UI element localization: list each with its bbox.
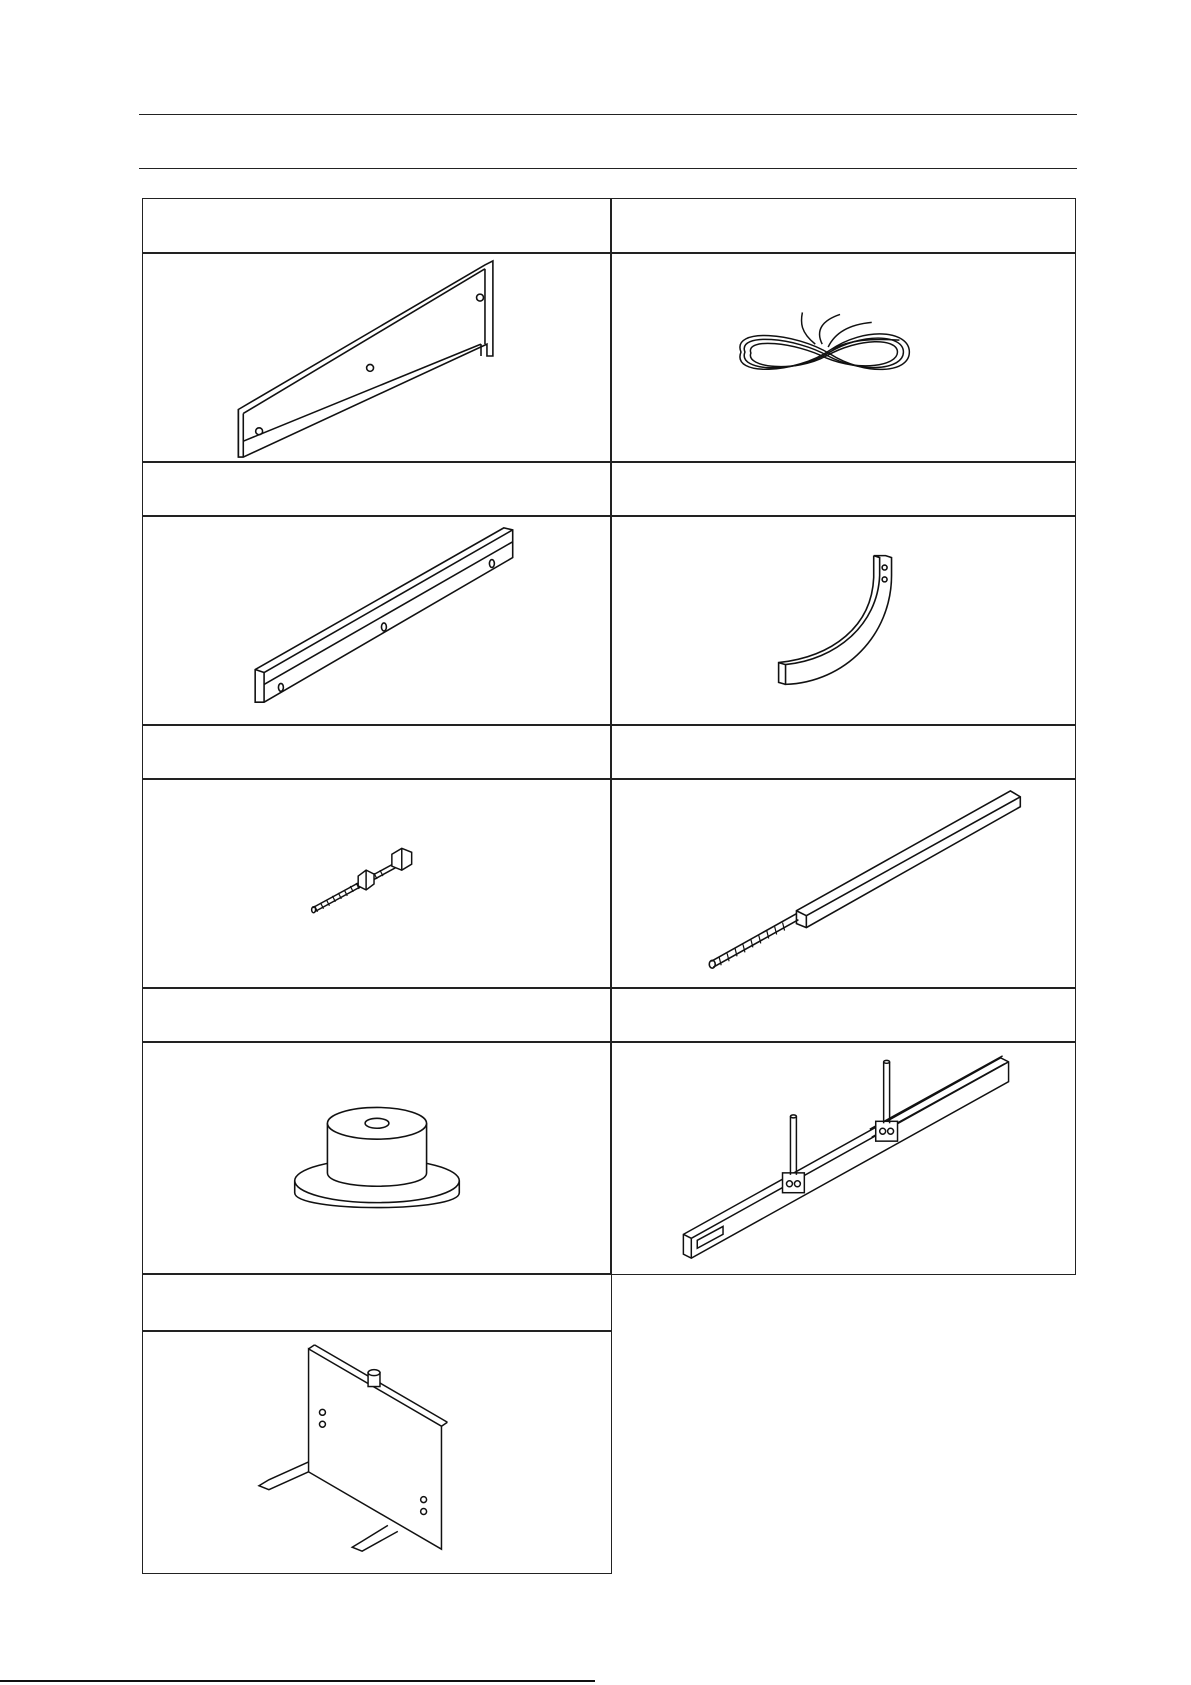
part-label-8 bbox=[610, 987, 1076, 1043]
part-image-9 bbox=[142, 1330, 612, 1574]
part-label-7 bbox=[142, 987, 612, 1043]
rail-icon bbox=[143, 516, 611, 725]
tapered-bracket-icon bbox=[143, 253, 611, 462]
curved-strip-icon bbox=[611, 516, 1075, 725]
wire-bundle-icon bbox=[611, 253, 1075, 462]
part-label-2 bbox=[610, 198, 1076, 254]
threaded-rod-nuts-icon bbox=[143, 779, 611, 988]
part-image-8 bbox=[610, 1041, 1076, 1275]
stand-plate-icon bbox=[143, 1331, 611, 1573]
part-image-6 bbox=[610, 778, 1076, 989]
page-title bbox=[139, 120, 1077, 164]
part-label-5 bbox=[142, 724, 612, 780]
part-image-3 bbox=[142, 515, 612, 726]
part-image-7 bbox=[142, 1041, 612, 1275]
parts-table bbox=[142, 198, 1076, 1574]
hex-shaft-icon bbox=[611, 779, 1075, 988]
part-label-6 bbox=[610, 724, 1076, 780]
round-base-icon bbox=[143, 1042, 611, 1274]
footer-line bbox=[0, 1680, 595, 1682]
part-image-4 bbox=[610, 515, 1076, 726]
part-label-1 bbox=[142, 198, 612, 254]
header-rule-top bbox=[139, 114, 1077, 115]
part-label-4 bbox=[610, 461, 1076, 517]
slotted-bar-pins-icon bbox=[611, 1042, 1075, 1274]
part-label-3 bbox=[142, 461, 612, 517]
part-image-1 bbox=[142, 252, 612, 463]
part-label-9 bbox=[142, 1273, 612, 1332]
part-image-2 bbox=[610, 252, 1076, 463]
part-image-5 bbox=[142, 778, 612, 989]
header-rule-bottom bbox=[139, 168, 1077, 169]
